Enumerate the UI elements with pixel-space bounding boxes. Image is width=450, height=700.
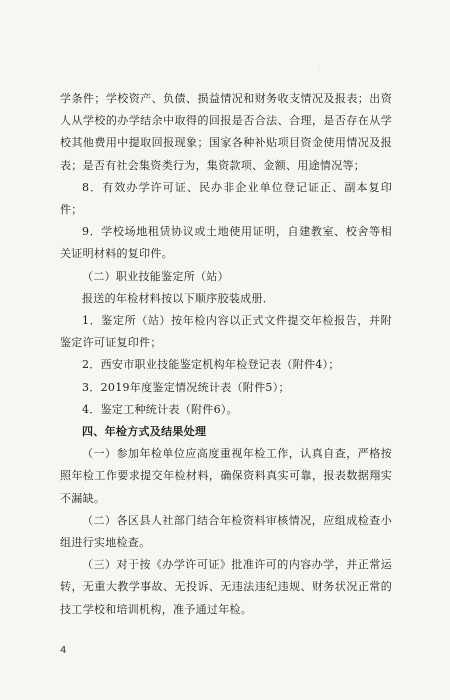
list-item: 1．鉴定所（站）按年检内容以正式文件提交年检报告，并附鉴定许可证复印件； (60, 314, 392, 350)
page-number: 4 (60, 645, 67, 656)
paragraph: （三）对于按《办学许可证》批准许可的内容办学，并正常运转，无重大教学事故、无投诉、无违法违纪违规、财务状况正常的技工学校和培训机构，准予通过年检。 (60, 558, 392, 616)
paragraph: 报送的年检材料按以下顺序胶装成册． (82, 291, 275, 305)
list-item: 3．2019年度鉴定情况统计表（附件5）； (82, 380, 290, 394)
paragraph: （二）各区县人社部门结合年检资料审核情况，应组成检查小组进行实地检查。 (60, 513, 392, 550)
paragraph: 学条件；学校资产、负债、损益情况和财务收支情况及报表；出资人从学校的办学结余中取得的回报是否合法、合理，是否存在从学校其他费用中提取回报现象；国家各种补贴项目资金使用情况及报表；是否有社会集资类行为，集资款项、金额、用途情况等； (60, 92, 392, 172)
list-item: 4．鉴定工种统计表（附件6）。 (82, 402, 238, 416)
section-heading: 四、年检方式及结果处理 (82, 425, 207, 439)
section-subheading: （二）职业技能鉴定所（站） (82, 269, 229, 283)
bleed-through-mark: · (318, 62, 322, 73)
list-item: 2．西安市职业技能鉴定机构年检登记表（附件4）； (82, 358, 340, 372)
paragraph: 9．学校场地租赁协议或土地使用证明，自建教室、校舍等相关证明材料的复印件。 (60, 225, 392, 261)
paragraph: 8．有效办学许可证、民办非企业单位登记证正、副本复印件； (60, 180, 392, 217)
paragraph: （一）参加年检单位应高度重视年检工作，认真自查，严格按照年检工作要求提交年检材料，确保资料真实可靠，报表数据翔实不漏缺。 (60, 447, 392, 505)
document-body (60, 88, 392, 621)
